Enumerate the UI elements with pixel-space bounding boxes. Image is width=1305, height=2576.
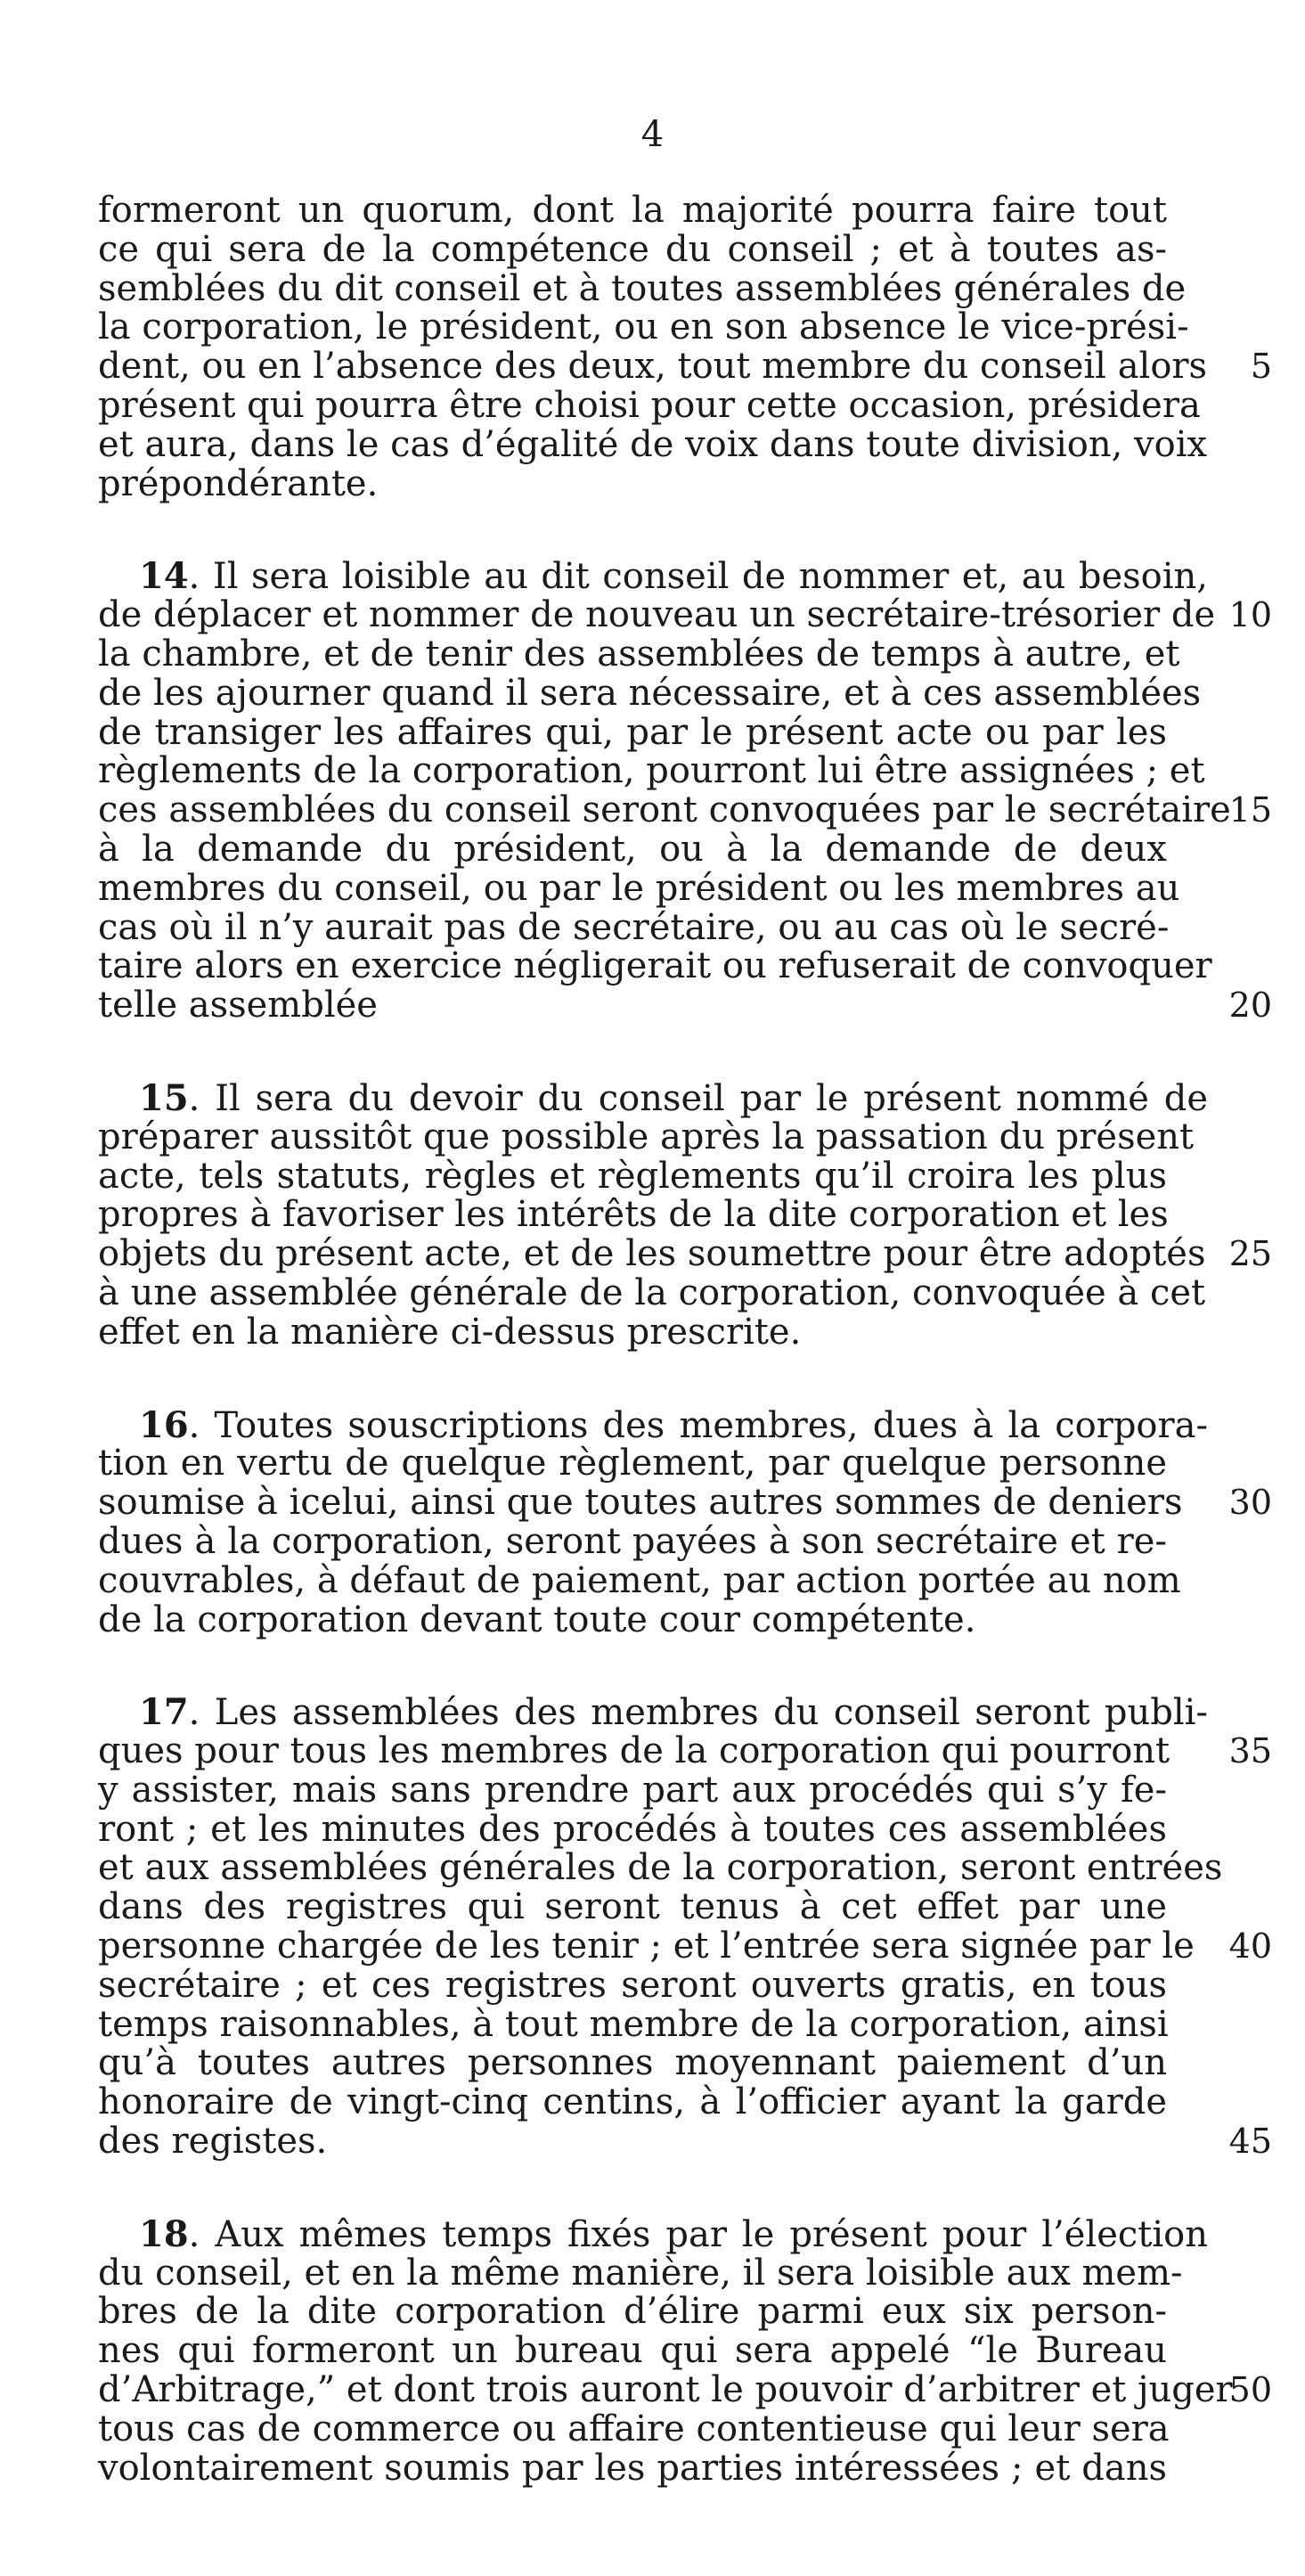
text-line [98, 1601, 1167, 1640]
line-content: taire alors en exercice négligerait ou refuserait de convoquer [98, 945, 1212, 987]
line-text [98, 1771, 1167, 1811]
line-text [98, 462, 379, 504]
line-content: de les ajourner quand il sera nécessaire, et à ces assemblées [98, 672, 1202, 714]
line-content: bres de la dite corporation d’élire parmi eux six person- [98, 2291, 1167, 2333]
line-text [98, 750, 1205, 792]
article-paragraph [98, 1403, 1272, 1640]
text-line [98, 1403, 1208, 1446]
line-text [98, 1313, 801, 1353]
line-text [98, 1730, 1170, 1772]
line-content: couvrables, à défaut de paiement, par action portée au nom [98, 1559, 1181, 1601]
article-number: 17 [139, 1691, 189, 1734]
text-line [98, 1157, 1167, 1197]
article-number: 15 [139, 1076, 189, 1119]
text-line [98, 384, 1201, 426]
text-line [98, 789, 1272, 831]
line-content: dues à la corporation, seront payées à son secrétaire et re- [98, 1520, 1167, 1562]
line-text [98, 423, 1208, 465]
line-content: présent qui pourra être choisi pour cette occasion, présidera [98, 384, 1201, 426]
line-text [98, 1233, 1206, 1275]
line-content: y assister, mais sans prendre part aux procédés qui s’y fe- [98, 1769, 1167, 1811]
text-line [98, 1196, 1167, 1235]
paragraph-gap [98, 503, 1167, 557]
article-paragraph [98, 1076, 1272, 1353]
line-text [98, 1444, 1167, 1484]
text-line [98, 711, 1167, 753]
paragraph-gap [98, 1026, 1167, 1079]
line-content: semblées du dit conseil et à toutes assemblées générales de [98, 267, 1187, 309]
line-content: de la corporation devant toute cour compétente. [98, 1599, 976, 1640]
text-line [98, 1116, 1195, 1157]
line-content: ce qui sera de la compétence du conseil ; et à toutes as- [98, 228, 1167, 270]
line-content: . Toutes souscriptions des membres, dues à la corpora- [188, 1404, 1208, 1446]
line-text [98, 2252, 1183, 2294]
line-text [98, 1693, 1208, 1733]
margin-line-number: 25 [1228, 1234, 1272, 1274]
text-line [98, 1691, 1208, 1734]
paragraph-gap [98, 1640, 1167, 1693]
line-content: telle assemblée [98, 985, 378, 1026]
article-number: 14 [139, 555, 189, 598]
text-line [98, 2252, 1183, 2294]
text-line [98, 2332, 1167, 2371]
margin-line-number: 50 [1228, 2370, 1272, 2410]
line-content: cas où il n’y aurait pas de secrétaire, ou au cas où le secré- [98, 906, 1170, 948]
margin-line-number: 5 [1250, 347, 1272, 387]
line-content: soumise à icelui, ainsi que toutes autres sommes de deniers [98, 1482, 1183, 1524]
line-text [98, 1196, 1167, 1235]
line-content: . Les assemblées des membres du conseil seront publi- [188, 1692, 1208, 1734]
text-line [98, 228, 1167, 270]
line-text [98, 346, 1208, 388]
text-line [98, 462, 1167, 504]
line-text [98, 1888, 1167, 1927]
line-content: préparer aussitôt que possible après la passation du présent [98, 1116, 1195, 1157]
text-line [98, 2408, 1170, 2449]
text-line [98, 1233, 1272, 1275]
line-text [98, 633, 1180, 675]
line-content: et aura, dans le cas d’égalité de voix dans toute division, voix [98, 423, 1208, 465]
page-number: 4 [640, 114, 665, 155]
article-paragraph [98, 1691, 1272, 2163]
line-text [98, 1559, 1181, 1601]
line-text [98, 986, 378, 1026]
line-text [98, 2408, 1170, 2449]
text-line [98, 2212, 1208, 2255]
body-text [98, 190, 1272, 2489]
line-content: à la demande du président, ou à la demande de deux [98, 828, 1167, 870]
margin-line-number: 15 [1228, 790, 1272, 830]
line-content: . Il sera du devoir du conseil par le présent nommé de [188, 1077, 1208, 1119]
line-text [98, 384, 1201, 426]
margin-line-number: 30 [1228, 1483, 1272, 1523]
margin-line-number: 20 [1228, 985, 1272, 1026]
text-line [98, 2369, 1272, 2411]
margin-line-number: 35 [1228, 1731, 1272, 1771]
text-line [98, 633, 1180, 675]
line-content: qu’à toutes autres personnes moyennant paiement d’un [98, 2042, 1167, 2084]
line-text [98, 945, 1212, 987]
line-content: acte, tels statuts, règles et règlements qu’il croira les plus [98, 1155, 1167, 1197]
line-content: dans des registres qui seront tenus à cet effet par une [98, 1886, 1167, 1928]
line-text [98, 1964, 1167, 2006]
line-content: secrétaire ; et ces registres seront ouverts gratis, en tous [98, 1964, 1167, 2006]
line-text [98, 1520, 1167, 1562]
article-number: 16 [139, 1403, 189, 1446]
text-line [98, 1076, 1208, 1119]
line-content: d’Arbitrage,” et dont trois auront le pouvoir d’arbitrer et juger [98, 2369, 1233, 2411]
margin-line-number: 10 [1228, 595, 1272, 635]
line-content: propres à favoriser les intérêts de la dite corporation et les [98, 1194, 1169, 1236]
text-line [98, 267, 1187, 309]
text-line [98, 1964, 1167, 2006]
article-paragraph [98, 555, 1272, 1026]
text-line [98, 346, 1272, 388]
line-text [98, 1116, 1195, 1157]
text-line [98, 1888, 1167, 1927]
article-number: 18 [139, 2212, 189, 2255]
line-content: honoraire de vingt-cinq centins, à l’officier ayant la garde [98, 2081, 1167, 2123]
text-line [98, 1482, 1272, 1524]
text-line [98, 423, 1208, 465]
line-text [98, 2083, 1167, 2122]
line-text [98, 594, 1216, 636]
line-text [98, 2003, 1169, 2045]
text-line [98, 867, 1180, 909]
line-text [98, 1272, 1206, 1313]
line-text [98, 1808, 1167, 1850]
line-content: tous cas de commerce ou affaire contentieuse qui leur sera [98, 2408, 1170, 2449]
text-line [98, 1559, 1181, 1601]
text-line [98, 2083, 1167, 2122]
text-line [98, 192, 1167, 231]
text-line [98, 1808, 1167, 1850]
line-text [98, 711, 1167, 753]
line-content: personne chargée de les tenir ; et l’entrée sera signée par le [98, 1926, 1195, 1967]
paragraph-gap [98, 2162, 1167, 2215]
line-content: . Il sera loisible au dit conseil de nommer et, au besoin, [188, 556, 1208, 598]
text-line [98, 594, 1272, 636]
line-content: formeront un quorum, dont la majorité pourra faire tout [98, 190, 1167, 231]
text-line [98, 906, 1170, 948]
line-content: de déplacer et nommer de nouveau un secrétaire-trésorier de [98, 594, 1216, 636]
line-text [98, 906, 1170, 948]
text-line [98, 985, 1272, 1026]
line-content: ront ; et les minutes des procédés à toutes ces assemblées [98, 1808, 1167, 1850]
line-content: effet en la manière ci-dessus prescrite. [98, 1311, 802, 1353]
line-text [98, 2212, 1208, 2255]
line-text [98, 1482, 1183, 1524]
line-text [98, 1601, 975, 1640]
line-content: volontairement soumis par les parties intéressées ; et dans [98, 2447, 1167, 2489]
text-line [98, 830, 1167, 870]
line-content: de transiger les affaires qui, par le présent acte ou par les [98, 711, 1167, 753]
text-line [98, 2121, 1272, 2163]
line-text [98, 867, 1180, 909]
text-line [98, 1926, 1272, 1967]
margin-line-number: 40 [1228, 1926, 1272, 1967]
line-content: ques pour tous les membres de la corporation qui pourront [98, 1730, 1170, 1772]
line-text [98, 789, 1231, 831]
paragraph-continued [98, 190, 1272, 504]
line-text [98, 2449, 1167, 2489]
line-text [98, 672, 1202, 714]
line-content: la corporation, le président, ou en son absence le vice-prési- [98, 307, 1189, 348]
line-content: la chambre, et de tenir des assemblées de temps à autre, et [98, 633, 1180, 675]
text-line [98, 307, 1189, 348]
line-text [98, 1076, 1208, 1119]
line-content: objets du présent acte, et de les soumettre pour être adoptés [98, 1233, 1206, 1275]
line-content: ces assemblées du conseil seront convoquées par le secrétaire [98, 789, 1231, 831]
text-line [98, 1520, 1167, 1562]
text-line [98, 672, 1202, 714]
line-text [98, 1403, 1208, 1446]
line-text [98, 1847, 1223, 1889]
line-content: dent, ou en l’absence des deux, tout membre du conseil alors [98, 346, 1208, 388]
line-content: prépondérante. [98, 462, 379, 504]
line-text [98, 557, 1208, 597]
text-line [98, 945, 1212, 987]
line-text [98, 2332, 1167, 2371]
text-line [98, 2044, 1167, 2083]
text-line [98, 1771, 1167, 1811]
margin-line-number: 45 [1228, 2122, 1272, 2162]
line-content: temps raisonnables, à tout membre de la corporation, ainsi [98, 2003, 1169, 2045]
text-line [98, 1313, 1167, 1353]
text-line [98, 1847, 1223, 1889]
text-line [98, 1444, 1167, 1484]
paragraph-gap [98, 1353, 1167, 1406]
line-content: règlements de la corporation, pourront lui être assignées ; et [98, 750, 1205, 792]
line-text [98, 2122, 327, 2162]
line-content: des registes. [98, 2121, 328, 2163]
text-line [98, 1272, 1206, 1313]
line-content: tion en vertu de quelque règlement, par quelque personne [98, 1443, 1167, 1484]
line-text [98, 228, 1167, 270]
line-text [98, 2293, 1167, 2332]
text-line [98, 1730, 1272, 1772]
text-line [98, 2003, 1169, 2045]
line-text [98, 2044, 1167, 2083]
line-text [98, 307, 1189, 348]
line-text [98, 1926, 1195, 1967]
line-text [98, 2369, 1233, 2411]
line-content: membres du conseil, ou par le président ou les membres au [98, 867, 1180, 909]
line-content: à une assemblée générale de la corporation, convoquée à cet [98, 1272, 1206, 1313]
line-text [98, 830, 1167, 870]
line-text [98, 1157, 1167, 1197]
line-content: et aux assemblées générales de la corporation, seront entrées [98, 1847, 1223, 1889]
line-content: . Aux mêmes temps fixés par le présent pour l’élection [188, 2213, 1208, 2255]
text-line [98, 2449, 1167, 2489]
text-line [98, 750, 1205, 792]
line-content: nes qui formeront un bureau qui sera appelé “le Bureau [98, 2330, 1167, 2372]
article-paragraph [98, 2212, 1272, 2489]
text-line [98, 2293, 1167, 2332]
line-content: du conseil, et en la même manière, il sera loisible aux mem- [98, 2252, 1183, 2294]
text-line [98, 555, 1208, 598]
line-text [98, 192, 1167, 231]
line-text [98, 267, 1187, 309]
